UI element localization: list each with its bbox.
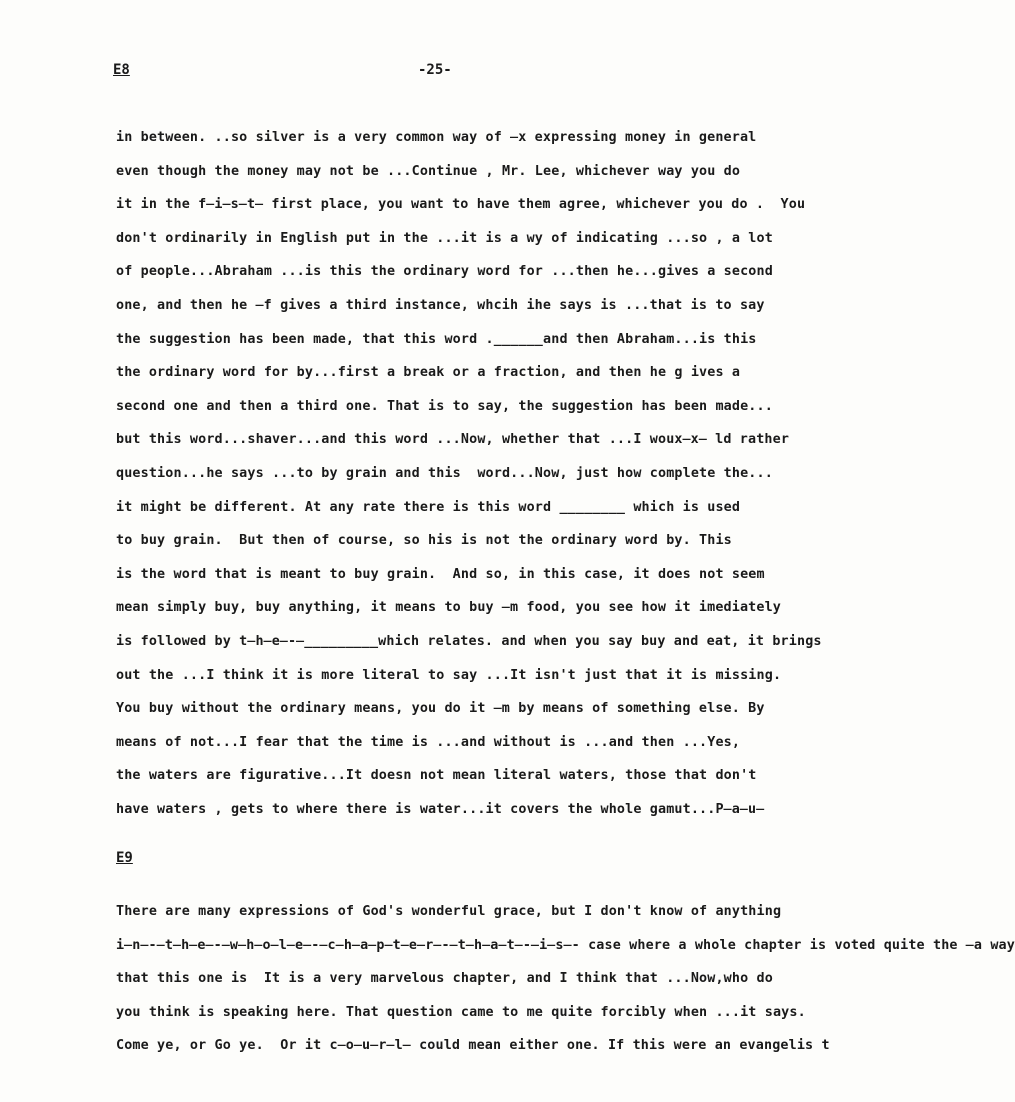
text-line: mean simply buy, buy anything, it means to buy ̶m food, you see how it imediately xyxy=(116,600,782,616)
text-line: You buy without the ordinary means, you do it ̶m by means of something else. By xyxy=(116,701,765,717)
text-line: out the ...I think it is more literal to say ...It isn't just that it is missing. xyxy=(116,667,782,683)
text-line: the ordinary word for by...first a break or a fraction, and then he g ives a xyxy=(116,365,741,381)
text-line: one, and then he ̶f gives a third instance, whcih ihe says is ...that is to say xyxy=(116,297,765,313)
text-line: means of not...I fear that the time is ...and without is ...and then ...Yes, xyxy=(116,734,741,750)
text-line: in between. ..so silver is a very common way of ̶x expressing money in general xyxy=(116,130,757,145)
text-line: it might be different. At any rate there is this word ________ which is used xyxy=(116,499,741,515)
text-line: but this word...shaver...and this word ...Now, whether that ...I woux̶x̶ ld rather xyxy=(116,432,790,448)
text-line: i̶n̶-̶t̶h̶e̶-̶w̶h̶o̶l̶e̶-̶c̶h̶a̶p̶t̶e̶r̶-̶t̶h̶a̶t̶-̶i̶s̶- case where a whole chapter is voted quite the ̶a way xyxy=(116,937,1015,953)
text-line: it in the f̶i̶s̶t̶ first place, you want to have them agree, whichever you do . You xyxy=(116,197,806,213)
text-line: have waters , gets to where there is water...it covers the whole gamut...P̶a̶u̶ xyxy=(116,801,765,817)
text-line: you think is speaking here. That question came to me quite forcibly when ...it says. xyxy=(116,1004,806,1020)
section-label-e9: E9 xyxy=(116,850,133,866)
paragraph-e8 xyxy=(116,121,841,826)
text-line: the suggestion has been made, that this word .______and then Abraham...is this xyxy=(116,331,757,347)
page-number: -25- xyxy=(418,62,452,78)
section-label-e8: E8 xyxy=(113,62,130,78)
text-line: second one and then a third one. That is to say, the suggestion has been made... xyxy=(116,398,773,414)
text-line: is the word that is meant to buy grain. And so, in this case, it does not seem xyxy=(116,566,765,582)
text-line: Come ye, or Go ye. Or it c̶o̶u̶r̶l̶ could mean either one. If this were an evangelis t xyxy=(116,1038,830,1054)
text-line: don't ordinarily in English put in the ...it is a wy of indicating ...so , a lot xyxy=(116,230,773,246)
text-line: the waters are figurative...It doesn not mean literal waters, those that don't xyxy=(116,768,757,784)
text-line: of people...Abraham ...is this the ordinary word for ...then he...gives a second xyxy=(116,264,773,280)
text-line: even though the money may not be ...Continue , Mr. Lee, whichever way you do xyxy=(116,163,741,179)
text-line: There are many expressions of God's wonderful grace, but I don't know of anything xyxy=(116,904,782,919)
paragraph-e9 xyxy=(116,895,1015,1063)
text-line: is followed by t̶h̶e̶-̶_________which relates. and when you say buy and eat, it brings xyxy=(116,633,822,649)
text-line: question...he says ...to by grain and this word...Now, just how complete the... xyxy=(116,465,773,481)
text-line: to buy grain. But then of course, so his is not the ordinary word by. This xyxy=(116,533,732,549)
text-line: that this one is It is a very marvelous chapter, and I think that ...Now,who do xyxy=(116,971,773,987)
